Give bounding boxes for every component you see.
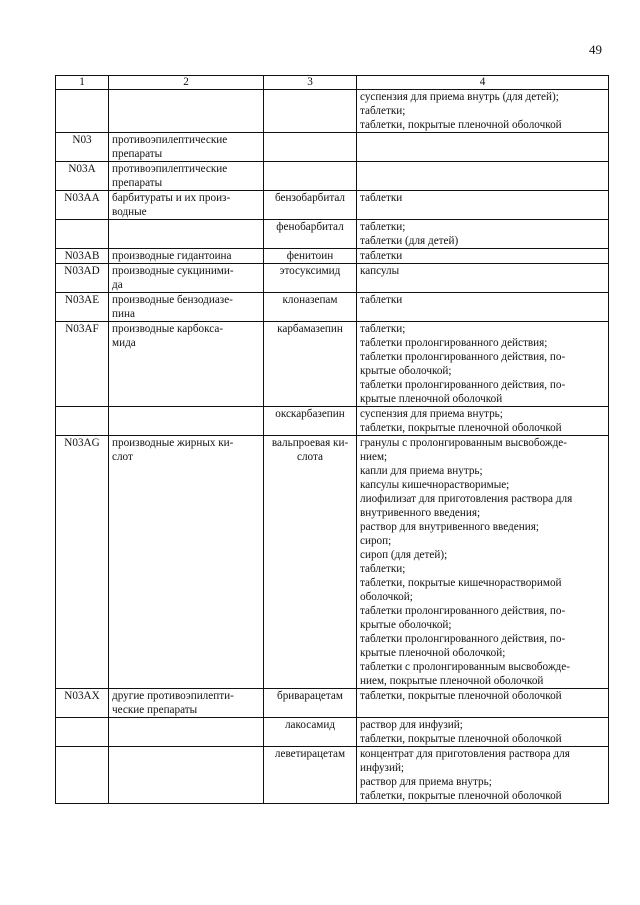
table-row [56,407,609,436]
group-name [109,689,264,718]
group-line: производные бензодиазе- [112,294,233,306]
drug-name [264,689,357,718]
dosage-form-line: таблетки, покрытые кишечнорастворимой [360,577,562,589]
dosage-form-line: таблетки; [360,563,406,575]
atc-code [56,220,109,249]
group-name [109,407,264,436]
atc-code: N03AF [56,322,109,407]
dosage-form-line: суспензия для приема внутрь (для детей); [360,91,559,103]
dosage-forms [357,293,609,322]
group-name [109,264,264,293]
table-row [56,162,609,191]
group-line: производные жирных ки- [112,437,234,449]
group-name [109,249,264,264]
atc-code: N03AX [56,689,109,718]
dosage-form-line: таблетки (для детей) [360,235,459,247]
drug-line: карбамазепин [277,323,343,335]
drug-line: лакосамид [284,719,336,731]
group-line: слот [112,451,133,463]
atc-code: N03AD [56,264,109,293]
dosage-forms [357,407,609,436]
drug-name [264,249,357,264]
group-name [109,133,264,162]
atc-code: N03A [56,162,109,191]
dosage-form-line: гранулы с пролонгированным высвобожде- [360,437,568,449]
table-row [56,249,609,264]
group-line: производные гидантоина [112,250,232,262]
group-line: ческие препараты [112,704,198,716]
drug-name [264,133,357,162]
table-row [56,718,609,747]
dosage-form-line: капсулы кишечнорастворимые; [360,479,510,491]
group-name [109,220,264,249]
dosage-form-line: таблетки; [360,221,406,233]
dosage-form-line: крытые оболочкой; [360,365,452,377]
dosage-form-line: раствор для инфузий; [360,719,463,731]
dosage-forms [357,718,609,747]
dosage-form-line: капли для приема внутрь; [360,465,483,477]
dosage-forms [357,249,609,264]
group-line: производные карбокса- [112,323,224,335]
atc-code [56,90,109,133]
dosage-form-line: таблетки, покрытые пленочной оболочкой [360,422,562,434]
table-row [56,747,609,804]
dosage-form-line: инфузий; [360,762,405,774]
drug-name [264,264,357,293]
dosage-form-line: таблетки пролонгированного действия; [360,337,548,349]
dosage-form-line: таблетки, покрытые пленочной оболочкой [360,119,562,131]
dosage-form-line: крытые пленочной оболочкой; [360,647,506,659]
atc-code: N03AE [56,293,109,322]
drug-line: вальпроевая ки- [271,437,349,449]
dosage-forms [357,264,609,293]
atc-code: N03AG [56,436,109,689]
dosage-form-line: таблетки [360,250,403,262]
dosage-form-line: лиофилизат для приготовления раствора для [360,493,573,505]
dosage-form-line: таблетки, покрытые пленочной оболочкой [360,690,562,702]
dosage-form-line: раствор для внутривенного введения; [360,521,539,533]
page-number: 49 [589,42,602,57]
group-line: противоэпилептические [112,134,228,146]
drug-name [264,322,357,407]
group-name [109,90,264,133]
dosage-forms [357,436,609,689]
dosage-form-line: крытые пленочной оболочкой [360,393,503,405]
dosage-form-line: капсулы [360,265,400,277]
group-line: барбитураты и их произ- [112,192,231,204]
atc-code: N03AB [56,249,109,264]
dosage-form-line: концентрат для приготовления раствора для [360,748,570,760]
group-name [109,191,264,220]
table-row [56,264,609,293]
group-name [109,322,264,407]
drug-line: окскарбазепин [275,408,345,420]
dosage-form-line: таблетки; [360,323,406,335]
drug-name [264,191,357,220]
dosage-forms [357,747,609,804]
dosage-form-line: таблетки, покрытые пленочной оболочкой [360,733,562,745]
dosage-form-line: раствор для приема внутрь; [360,776,492,788]
dosage-forms [357,191,609,220]
table-row [56,191,609,220]
dosage-forms [357,220,609,249]
column-header: 3 [264,76,357,90]
dosage-form-line: сироп (для детей); [360,549,448,561]
dosage-form-line: таблетки с пролонгированным высвобожде- [360,661,570,673]
table-row [56,436,609,689]
group-name [109,293,264,322]
dosage-forms [357,133,609,162]
dosage-form-line: оболочкой; [360,591,413,603]
column-header: 1 [56,76,109,90]
atc-code [56,718,109,747]
dosage-form-line: нием; [360,451,388,463]
group-name [109,747,264,804]
group-name [109,162,264,191]
dosage-forms [357,90,609,133]
drug-line: слота [297,451,323,463]
group-line: противоэпилептические [112,163,228,175]
drug-line: бензобарбитал [274,192,346,204]
dosage-forms [357,322,609,407]
medication-table [55,75,609,804]
group-line: препараты [112,177,163,189]
column-header: 2 [109,76,264,90]
group-line: препараты [112,148,163,160]
table-row [56,689,609,718]
atc-code: N03AA [56,191,109,220]
table-row [56,293,609,322]
dosage-form-line: таблетки пролонгированного действия, по- [360,605,566,617]
dosage-form-line: нием, покрытые пленочной оболочкой [360,675,544,687]
dosage-form-line: таблетки пролонгированного действия, по- [360,379,566,391]
drug-name [264,162,357,191]
group-line: производные сукциними- [112,265,234,277]
group-line: другие противоэпилепти- [112,690,234,702]
dosage-form-line: суспензия для приема внутрь; [360,408,503,420]
drug-name [264,90,357,133]
dosage-form-line: таблетки пролонгированного действия, по- [360,633,566,645]
drug-line: фенобарбитал [276,221,344,233]
dosage-form-line: внутривенного введения; [360,507,481,519]
atc-code: N03 [56,133,109,162]
atc-code [56,407,109,436]
dosage-forms [357,689,609,718]
dosage-form-line: сироп; [360,535,392,547]
dosage-form-line: таблетки; [360,105,406,117]
table-row [56,90,609,133]
dosage-form-line: таблетки пролонгированного действия, по- [360,351,566,363]
drug-line: фенитоин [286,250,334,262]
table-row [56,220,609,249]
atc-code [56,747,109,804]
group-line: мида [112,337,136,349]
table-row [56,133,609,162]
group-line: пина [112,308,135,320]
drug-line: клоназепам [282,294,338,306]
drug-name [264,293,357,322]
table-row [56,322,609,407]
column-header: 4 [357,76,609,90]
header-row [56,76,609,90]
dosage-form-line: таблетки [360,294,403,306]
dosage-form-line: таблетки, покрытые пленочной оболочкой [360,790,562,802]
group-line: водные [112,206,147,218]
drug-line: бриварацетам [277,690,343,702]
dosage-form-line: крытые оболочкой; [360,619,452,631]
group-name [109,718,264,747]
drug-name [264,407,357,436]
drug-name [264,220,357,249]
drug-line: этосуксимид [279,265,341,277]
dosage-form-line: таблетки [360,192,403,204]
group-name [109,436,264,689]
drug-line: леветирацетам [274,748,346,760]
drug-name [264,747,357,804]
dosage-forms [357,162,609,191]
drug-name [264,436,357,689]
group-line: да [112,279,123,291]
drug-name [264,718,357,747]
